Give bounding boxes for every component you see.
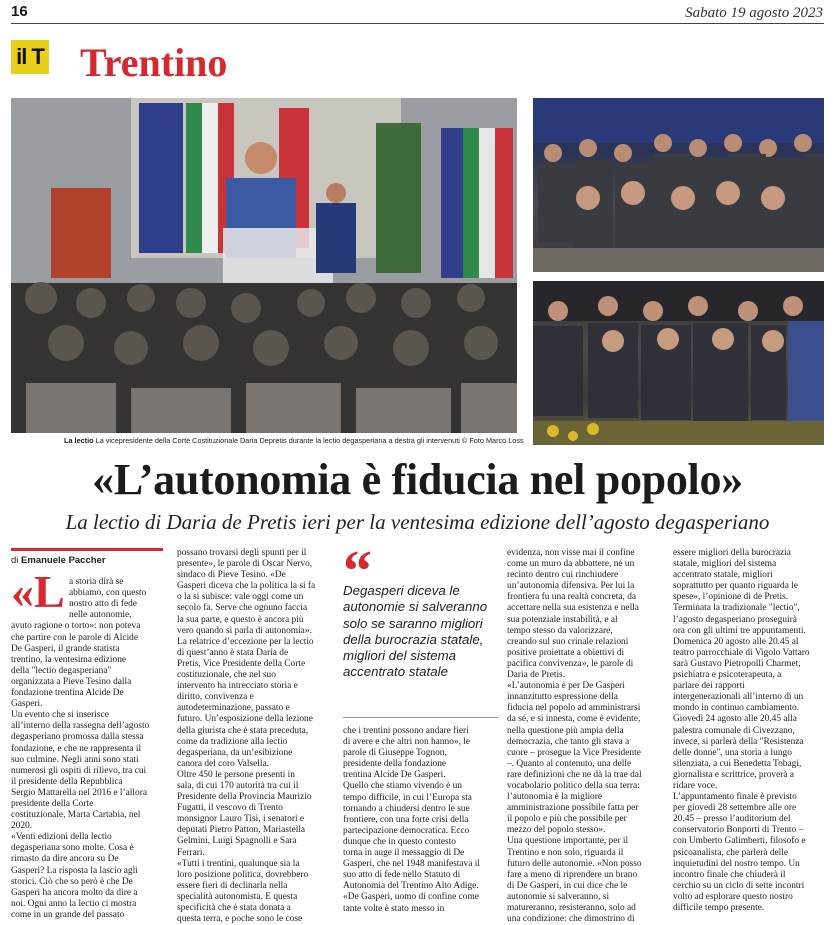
article-column-5: essere migliori della burocrazia statale, migliori del sistema accentrato statale, migliori soprattutto per quanto riguarda le spese», l’opinione di de Pretis. Terminata la tradizionale "lectio", l’agosto degasperiano proseguirà ora con gli ultimi tre appuntamenti. Domenica 20 agosto alle 20.45 al teatro parrocchiale di Vigolo Vattaro sarà Gustavo Pietropolli Charmet, psichiatra e psicoterapeuta, a parlare dei rapporti intergenerazionali all’interno di un mondo in continuo cambiamento. Giovedì 24 agosto alle 20.45 alla palestra comunale di Civezzano, invece, si parlerà della "Resistenza delle donne", una storia a lungo silenziata, a cui Benedetta Tobagi, giornalista e scrittrice, proverà a ridare voce. L’appuntamento finale è previsto per giovedì 28 settembre alle ore 20.45 – presso l’auditorium del conservatorio Bonporti di Trento – con Umberto Galimberti, filosofo e psicoanalista, che parlerà delle inquietudini del nostro tempo. Un incontro finale che chiuderà il cerchio su un ciclo di sette incontri volto ad esplorare questo nostro difficile tempo presente. bbox=[673, 548, 810, 913]
pull-quote: Degasperi diceva le autonomie si salveranno solo se saranno migliori della burocrazia statale, migliori del sistema accentrato statale bbox=[343, 583, 488, 680]
caption-label: La lectio bbox=[64, 436, 94, 445]
newspaper-logo: il T bbox=[11, 40, 49, 74]
byline-rule bbox=[11, 548, 163, 551]
byline bbox=[11, 555, 106, 566]
issue-date: Sabato 19 agosto 2023 bbox=[685, 5, 823, 21]
article-column-4: evidenza, non visse mai il confine come un muro da abbattere, né un recinto dentro cui rinchiudere un’autonomia difensiva. Per lui la frontiera fu una realtà concreta, da accettare nella sua esistenza e nella sua potenziale instabilità, e al tempo stesso da valorizzare, creando sul suo crinale relazioni positive proiettate a obiettivi di pacifica convivenza», le parole di Daria de Pretis. «L’autonomia è per De Gasperi innanzitutto espressione della fiducia nel popolo ad amministrarsi da sé, e si innesta, come è evidente, nella questione più ampia della democrazia, che tanto gli stava a cuore – prosegue la Vice Presidente –. Quanto al contenuto, una delle rare definizioni che ne dà la trae dal vocabolario politico della sua terra: l’autonomia è la migliore amministrazione possibile fatta per il popolo e più che possibile per mezzo del popolo stesso». Una questione importante, per il Trentino e non solo, riguarda il futuro delle autonomie. «Non posso fare a meno di riprendere un brano di De Gasperi, in cui dice che le autonomie si salveranno, si matureranno, resisteranno, solo ad una condizione: che dimostrino di bbox=[507, 548, 642, 925]
lead-paragraph-start: a storia dirà se abbiamo, con questo nostro atto di fede nelle autonomie, bbox=[69, 577, 147, 621]
article-column-1 bbox=[11, 566, 165, 920]
article-subheadline: La lectio di Daria de Pretis ieri per la ventesima edizione dell’agosto degasperiano bbox=[65, 510, 770, 534]
article-column-2: possano trovarsi degli spunti per il presente», le parole di Oscar Nervo, sindaco di Pieve Tesino. «De Gasperi diceva che la politica la si fa o la si subisce: vale oggi come un secolo fa. Serve che ognuno faccia la sua parte, e questo è ancora più vero quando si parla di autonomia». La relatrice d’eccezione per la lectio di quest’anno è stata Daria de Pretis, Vice Presidente della Corte costituzionale, che nel suo intervento ha intrecciato storia e diritto, convivenza e autodeterminazione, passato e futuro. Un’esposizione della lezione della giurista che è stata preceduta, come da tradizione alla lectio degasperiana, da un’esibizione canora del coro Valsella. Oltre 450 le persone presenti in sala, di cui 170 autorità tra cui il Presidente della Provincia Maurizio Fugatti, il vescovo di Trento monsignor Lauro Tisi, i senatori e deputati Pietro Patton, Mariastella Gelmini, Luigi Spagnolli e Sara Ferrari. «Tutti i trentini, qualunque sia la loro posizione politica, dovrebbero essere fieri di declinarla nella specialità autonomista. E questa specificità che è stata donata a questa terra, e poche sono le cose bbox=[177, 548, 316, 925]
audience-illustration-bottom bbox=[533, 281, 824, 445]
caption-text: La vicepresidente della Corte Costituzionale Daria Depretis durante la lectio degasperiana a destra gli intervenuti © Foto Marco Loss bbox=[95, 436, 524, 445]
audience-photo-bottom bbox=[533, 281, 824, 445]
conference-photo-illustration bbox=[11, 98, 517, 433]
audience-illustration-top bbox=[533, 98, 824, 272]
page-number: 16 bbox=[11, 3, 28, 20]
quote-mark-icon: “ bbox=[343, 538, 372, 603]
byline-prefix: di bbox=[11, 555, 19, 566]
drop-cap: «L bbox=[11, 566, 65, 617]
article-column-3: che i trentini possono andare fieri di avere e che altri non hanno», le parole di Giuseppe Tognon, presidente della fondazione trentina Alcide De Gasperi. Quello che stiamo vivendo è un tempo difficile, in cui l’Europa sta tornando a chiudersi dentro le sue frontiere, con una forte crisi della partecipazione democratica. Ecco dunque che in questo contesto torna in auge il messaggio di De Gasperi, che nel 1948 manifestava il suo atto di fede nello Statuto di Autonomia del Trentino Alto Adige. «De Gasperi, uomo di confine come tante volte è stato messo in bbox=[343, 726, 480, 914]
audience-photo-top bbox=[533, 98, 824, 272]
header-rule bbox=[11, 23, 824, 24]
pull-quote-rule bbox=[343, 717, 498, 718]
photo-caption bbox=[64, 436, 524, 445]
byline-author: Emanuele Paccher bbox=[21, 555, 106, 566]
main-photo bbox=[11, 98, 517, 433]
section-title: Trentino bbox=[80, 40, 228, 85]
article-headline: «L’autonomia è fiducia nel popolo» bbox=[92, 455, 743, 504]
column-1-text: avuto ragione o torto»: non poteva che partire con le parole di Alcide De Gasperi, il grande statista trentino, la ventesima edizione della "lectio degasperiana" organizzata a Pieve Tesino dalla fondazione trentina Alcide De Gasperi. Un evento che si inserisce all’interno della rassegna dell’agosto degasperiano promossa dalla stessa fondazione, e che ne rappresenta il suo culmine. Negli anni sono stati numerosi gli ospiti di rilievo, tra cui il presidente della Repubblica Sergio Mattarella nel 2016 e l’allora presidente della Corte costituzionale, Marta Cartabia, nel 2020. «Venti edizioni della lectio degasperiana sono molte. Cosa è rimasto da dire ancora su De Gasperi? La risposta la lascio agli storici. Ciò che so però è che De Gasperi ha ancora molto da dire a noi. Ogni anno la lectio ci mostra come in un grande del passato bbox=[11, 621, 150, 920]
